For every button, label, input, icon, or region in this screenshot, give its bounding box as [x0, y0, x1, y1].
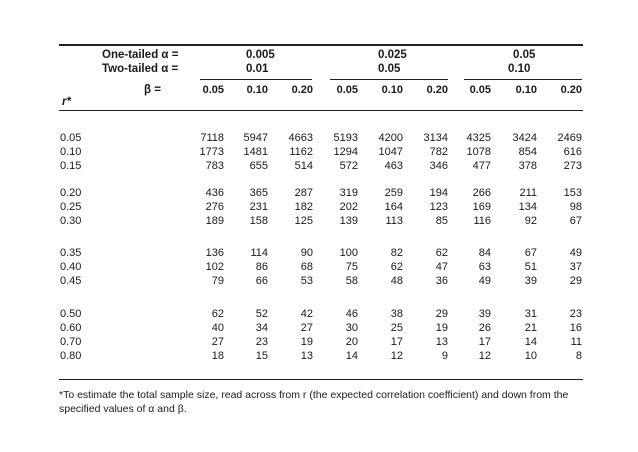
table-cell: 67 — [524, 247, 537, 259]
table-cell: 8 — [575, 350, 582, 362]
row-r-value: 0.45 — [60, 275, 82, 287]
group-1-one-tailed: 0.005 — [246, 49, 275, 61]
table-cell: 12 — [390, 350, 403, 362]
table-cell: 62 — [435, 247, 448, 259]
table-cell: 655 — [249, 160, 268, 172]
group-2-two-tailed: 0.05 — [378, 63, 401, 75]
row-r-value: 0.15 — [60, 160, 82, 172]
table-cell: 783 — [205, 160, 224, 172]
table-cell: 139 — [339, 215, 358, 227]
table-cell: 51 — [524, 261, 537, 273]
table-cell: 169 — [472, 201, 491, 213]
table-cell: 182 — [294, 201, 313, 213]
row-r-value: 0.35 — [60, 247, 82, 259]
beta-col-9: 0.20 — [560, 84, 582, 96]
table-cell: 10 — [524, 350, 537, 362]
beta-col-5: 0.10 — [381, 84, 403, 96]
table-cell: 17 — [390, 336, 403, 348]
table-cell: 75 — [345, 261, 358, 273]
table-cell: 62 — [211, 308, 224, 320]
table-cell: 1047 — [378, 146, 403, 158]
table-cell: 259 — [384, 187, 403, 199]
beta-col-6: 0.20 — [426, 84, 448, 96]
table-cell: 134 — [518, 201, 537, 213]
table-cell: 14 — [345, 350, 358, 362]
table-cell: 34 — [255, 322, 268, 334]
table-cell: 231 — [249, 201, 268, 213]
table-cell: 85 — [435, 215, 448, 227]
table-cell: 514 — [294, 160, 313, 172]
table-cell: 49 — [569, 247, 582, 259]
beta-col-4: 0.05 — [336, 84, 358, 96]
row-r-value: 0.60 — [60, 322, 82, 334]
table-cell: 23 — [569, 308, 582, 320]
header-rule — [59, 110, 583, 111]
table-cell: 53 — [300, 275, 313, 287]
table-cell: 378 — [518, 160, 537, 172]
beta-col-1: 0.05 — [202, 84, 224, 96]
row-r-value: 0.70 — [60, 336, 82, 348]
table-cell: 782 — [429, 146, 448, 158]
group-2-one-tailed: 0.025 — [378, 49, 407, 61]
beta-col-8: 0.10 — [515, 84, 537, 96]
group-underline-1 — [200, 79, 312, 80]
table-cell: 16 — [569, 322, 582, 334]
group-3-two-tailed: 0.10 — [508, 63, 531, 75]
table-cell: 26 — [478, 322, 491, 334]
table-cell: 4200 — [378, 132, 403, 144]
beta-col-3: 0.20 — [291, 84, 313, 96]
table-cell: 158 — [249, 215, 268, 227]
table-cell: 15 — [255, 350, 268, 362]
table-cell: 616 — [563, 146, 582, 158]
beta-col-2: 0.10 — [246, 84, 268, 96]
group-underline-2 — [330, 79, 448, 80]
table-cell: 19 — [300, 336, 313, 348]
table-cell: 46 — [345, 308, 358, 320]
table-cell: 29 — [569, 275, 582, 287]
table-cell: 572 — [339, 160, 358, 172]
table-cell: 9 — [441, 350, 448, 362]
table-cell: 29 — [435, 308, 448, 320]
table-cell: 12 — [478, 350, 491, 362]
table-cell: 58 — [345, 275, 358, 287]
table-cell: 66 — [255, 275, 268, 287]
group-3-one-tailed: 0.05 — [513, 49, 536, 61]
table-cell: 13 — [435, 336, 448, 348]
table-cell: 854 — [518, 146, 537, 158]
table-cell: 82 — [390, 247, 403, 259]
table-cell: 116 — [473, 215, 491, 227]
table-cell: 23 — [255, 336, 268, 348]
table-cell: 25 — [390, 322, 403, 334]
table-cell: 86 — [255, 261, 268, 273]
table-cell: 1773 — [199, 146, 224, 158]
table-cell: 276 — [205, 201, 224, 213]
r-label: r* — [62, 96, 71, 108]
table-cell: 136 — [205, 247, 224, 259]
table-cell: 38 — [390, 308, 403, 320]
table-cell: 5193 — [333, 132, 358, 144]
table-cell: 11 — [570, 336, 582, 348]
row-r-value: 0.25 — [60, 201, 82, 213]
row-r-value: 0.05 — [60, 132, 82, 144]
table-cell: 211 — [519, 187, 537, 199]
two-tailed-label: Two-tailed α = — [102, 63, 179, 75]
table-cell: 7118 — [200, 132, 224, 144]
table-cell: 202 — [339, 201, 358, 213]
top-rule — [59, 44, 583, 46]
table-cell: 67 — [569, 215, 582, 227]
table-cell: 39 — [478, 308, 491, 320]
row-r-value: 0.20 — [60, 187, 82, 199]
table-cell: 436 — [205, 187, 224, 199]
table-cell: 47 — [435, 261, 448, 273]
table-cell: 39 — [524, 275, 537, 287]
table-cell: 63 — [478, 261, 491, 273]
table-cell: 98 — [569, 201, 582, 213]
table-cell: 1294 — [333, 146, 358, 158]
table-cell: 20 — [345, 336, 358, 348]
table-cell: 42 — [300, 308, 313, 320]
table-cell: 17 — [478, 336, 491, 348]
table-cell: 21 — [524, 322, 537, 334]
table-cell: 90 — [300, 247, 313, 259]
table-cell: 84 — [478, 247, 491, 259]
row-r-value: 0.50 — [60, 308, 82, 320]
table-cell: 346 — [429, 160, 448, 172]
table-cell: 113 — [385, 215, 403, 227]
table-cell: 189 — [205, 215, 224, 227]
table-cell: 36 — [435, 275, 448, 287]
table-cell: 14 — [524, 336, 537, 348]
table-cell: 463 — [384, 160, 403, 172]
table-cell: 194 — [429, 187, 448, 199]
table-cell: 27 — [300, 322, 313, 334]
table-cell: 13 — [300, 350, 313, 362]
footnote: *To estimate the total sample size, read across from r (the expected correlation coefficient) and down from the specified values of α and β. — [59, 389, 569, 415]
table-cell: 79 — [211, 275, 224, 287]
table-cell: 49 — [478, 275, 491, 287]
bottom-rule — [59, 379, 583, 380]
table-cell: 3134 — [423, 132, 448, 144]
table-cell: 477 — [472, 160, 491, 172]
table-cell: 27 — [211, 336, 224, 348]
row-r-value: 0.10 — [60, 146, 82, 158]
table-cell: 37 — [569, 261, 582, 273]
table-cell: 114 — [250, 247, 268, 259]
table-cell: 100 — [339, 247, 358, 259]
table-cell: 52 — [255, 308, 268, 320]
table-cell: 164 — [384, 201, 403, 213]
table-cell: 19 — [435, 322, 448, 334]
table-cell: 18 — [211, 350, 224, 362]
table-cell: 40 — [211, 322, 224, 334]
row-r-value: 0.80 — [60, 350, 82, 362]
table-cell: 102 — [205, 261, 224, 273]
group-underline-3 — [464, 79, 582, 80]
table-cell: 273 — [563, 160, 582, 172]
table-cell: 1162 — [289, 146, 313, 158]
table-cell: 5947 — [243, 132, 268, 144]
table-cell: 153 — [563, 187, 582, 199]
table-cell: 287 — [294, 187, 313, 199]
group-1-two-tailed: 0.01 — [246, 63, 269, 75]
table-cell: 4325 — [466, 132, 491, 144]
table-cell: 319 — [339, 187, 358, 199]
table-cell: 30 — [345, 322, 358, 334]
table-cell: 125 — [294, 215, 313, 227]
beta-col-7: 0.05 — [469, 84, 491, 96]
table-cell: 31 — [524, 308, 537, 320]
table-cell: 365 — [249, 187, 268, 199]
table-cell: 1078 — [466, 146, 491, 158]
table-cell: 92 — [524, 215, 537, 227]
row-r-value: 0.40 — [60, 261, 82, 273]
one-tailed-label: One-tailed α = — [102, 49, 179, 61]
table-cell: 123 — [429, 201, 448, 213]
table-cell: 3424 — [512, 132, 537, 144]
table-cell: 2469 — [557, 132, 582, 144]
table-cell: 1481 — [243, 146, 268, 158]
row-r-value: 0.30 — [60, 215, 82, 227]
table-cell: 4663 — [288, 132, 313, 144]
table-cell: 48 — [390, 275, 403, 287]
table-cell: 62 — [390, 261, 403, 273]
beta-label: β = — [144, 84, 161, 96]
table-cell: 266 — [472, 187, 491, 199]
table-cell: 68 — [300, 261, 313, 273]
